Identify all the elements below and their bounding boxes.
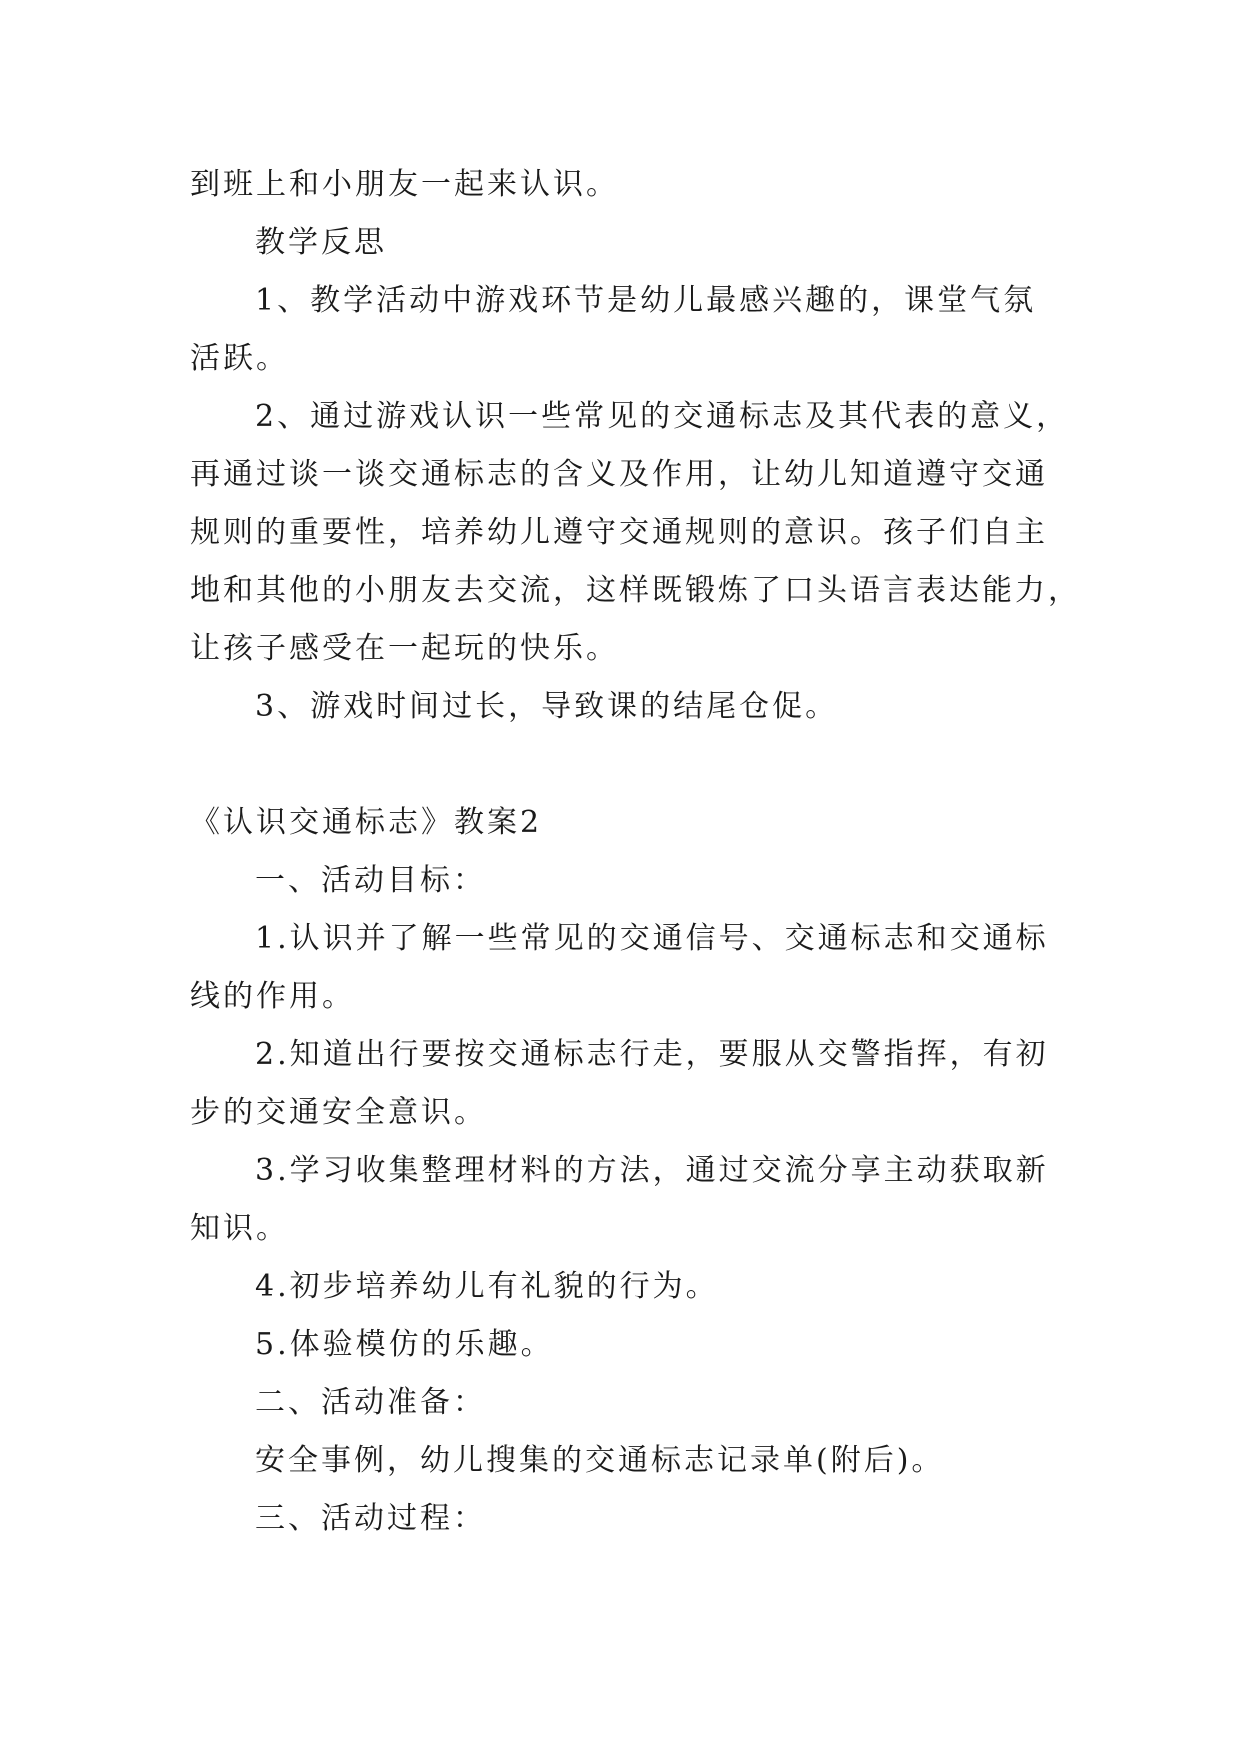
text-line: 知识。 xyxy=(190,1211,289,1246)
text-line: 1.认识并了解一些常见的交通信号、交通标志和交通标 xyxy=(255,921,1049,956)
text-line: 规则的重要性，培养幼儿遵守交通规则的意识。孩子们自主 xyxy=(190,515,1048,550)
text-line: 3.学习收集整理材料的方法，通过交流分享主动获取新 xyxy=(255,1153,1049,1188)
section-heading-goals: 一、活动目标： xyxy=(255,863,486,898)
text-line: 活跃。 xyxy=(190,341,289,376)
text-line: 步的交通安全意识。 xyxy=(190,1095,487,1130)
text-line: 地和其他的小朋友去交流，这样既锻炼了口头语言表达能力， xyxy=(190,573,1081,608)
text-line: 3、游戏时间过长，导致课的结尾仓促。 xyxy=(255,689,839,724)
text-line: 再通过谈一谈交通标志的含义及作用，让幼儿知道遵守交通 xyxy=(190,457,1048,492)
text-line: 让孩子感受在一起玩的快乐。 xyxy=(190,631,619,666)
text-line: 2、通过游戏认识一些常见的交通标志及其代表的意义， xyxy=(255,399,1070,434)
section-heading-process: 三、活动过程： xyxy=(255,1501,486,1536)
text-line: 5.体验模仿的乐趣。 xyxy=(255,1327,554,1362)
text-line: 到班上和小朋友一起来认识。 xyxy=(190,167,619,202)
text-line: 2.知道出行要按交通标志行走，要服从交警指挥，有初 xyxy=(255,1037,1049,1072)
text-line: 线的作用。 xyxy=(190,979,355,1014)
section-heading-reflection: 教学反思 xyxy=(255,225,387,260)
document-title: 《认识交通标志》教案2 xyxy=(190,805,543,840)
text-line: 安全事例，幼儿搜集的交通标志记录单(附后)。 xyxy=(255,1443,945,1478)
section-heading-preparation: 二、活动准备： xyxy=(255,1385,486,1420)
text-line: 1、教学活动中游戏环节是幼儿最感兴趣的，课堂气氛 xyxy=(255,283,1037,318)
text-line: 4.初步培养幼儿有礼貌的行为。 xyxy=(255,1269,719,1304)
